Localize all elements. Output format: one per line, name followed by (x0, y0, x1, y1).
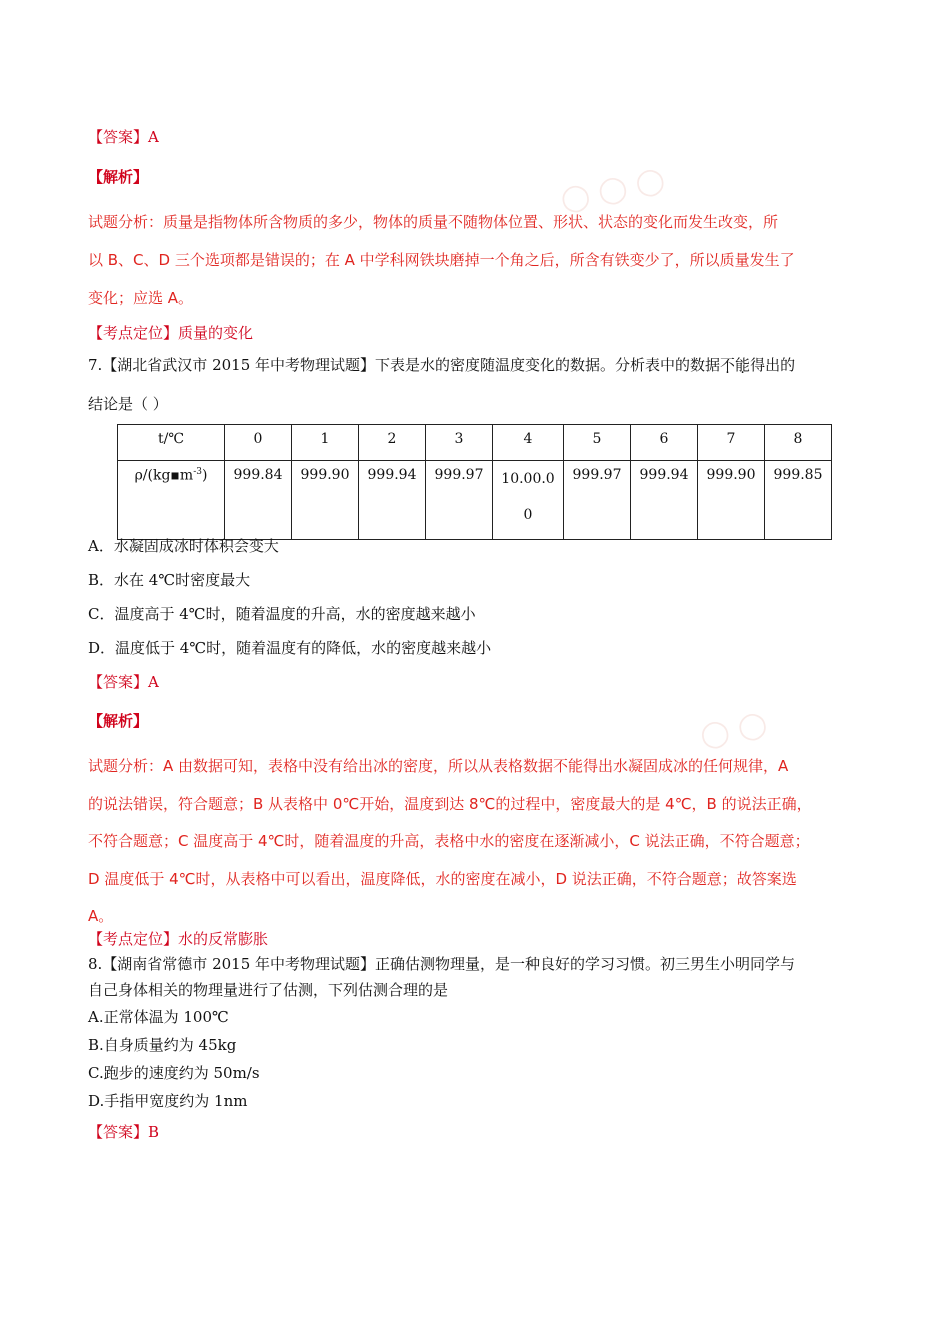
q8-stem: 8.【湖南省常德市 2015 年中考物理试题】正确估测物理量，是一种良好的学习习惯。初三男生小明同学与 (88, 955, 796, 973)
q6-analysis-tag: 【解析】 (88, 168, 149, 186)
density-table (117, 424, 832, 540)
q8-option-d: D.手指甲宽度约为 1nm (88, 1092, 248, 1110)
table-cell: 1 (292, 425, 359, 461)
q7-analysis: 试题分析：A 由数据可知，表格中没有给出冰的密度，所以从表格数据不能得出水凝固成冰的任何规律，A 的说法错误，符合题意；B 从表格中 0℃开始，温度到达 8℃的过程中，密度最大的是 4℃，B 的说法正确， 不符合题意；C 温度高于 4℃时，随着温度的升高，表格中水的密度在逐渐减小，C 说法正确，不符合题意； D 温度低于 4℃时，从表格中可以看出，温度降低，水的密度在减小，D 说法正确，不符合题意；故答案选 A。 (88, 757, 812, 925)
q8-option-a: A.正常体温为 100℃ (88, 1008, 229, 1026)
table-row (118, 425, 832, 461)
table-cell: 999.84 (225, 461, 292, 540)
table-cell: 999.85 (765, 461, 832, 540)
q7-stem: 7.【湖北省武汉市 2015 年中考物理试题】下表是水的密度随温度变化的数据。分析表中的数据不能得出的 (88, 356, 796, 374)
q6-analysis: 试题分析：质量是指物体所含物质的多少，物体的质量不随物体位置、形状、状态的变化而发生改变，所 以 B、C、D 三个选项都是错误的；在 A 中学科网铁块磨掉一个角之后，所含有铁变少了，所以质量发生了 变化；应选 A。 (88, 213, 795, 307)
table-cell: 7 (698, 425, 765, 461)
table-cell: 999.97 (564, 461, 631, 540)
table-cell: 6 (631, 425, 698, 461)
table-cell: 2 (359, 425, 426, 461)
table-cell: 10.00.0 0 (493, 461, 564, 540)
table-cell: 999.97 (426, 461, 493, 540)
table-cell: 8 (765, 425, 832, 461)
table-header-cell: $\rho/(kg▪m^{-3})$ (118, 461, 225, 540)
table-header-cell: t/℃ (118, 425, 225, 461)
table-cell: 3 (426, 425, 493, 461)
q8-option-b: B.自身质量约为 45kg (88, 1036, 237, 1054)
table-cell: 4 (493, 425, 564, 461)
q6-knowledge-point: 【考点定位】质量的变化 (88, 324, 254, 342)
table-row (118, 461, 832, 540)
watermark: ◯ ◯ ◯ (558, 164, 668, 216)
q7-option-a: A．水凝固成冰时体积会变大 (88, 537, 279, 555)
table-cell: 999.94 (359, 461, 426, 540)
q7-analysis-tag: 【解析】 (88, 712, 149, 730)
q7-option-c: C．温度高于 4℃时，随着温度的升高，水的密度越来越小 (88, 605, 476, 623)
q6-answer: 【答案】A (88, 128, 159, 146)
table-cell: 999.90 (292, 461, 359, 540)
q7-option-d: D．温度低于 4℃时，随着温度有的降低，水的密度越来越小 (88, 639, 492, 657)
q7-option-b: B．水在 4℃时密度最大 (88, 571, 251, 589)
table-cell: 999.90 (698, 461, 765, 540)
watermark: ◯ ◯ (697, 708, 770, 752)
q8-stem-cont: 自己身体相关的物理量进行了估测，下列估测合理的是 (88, 981, 449, 999)
q8-answer: 【答案】B (88, 1123, 160, 1141)
q7-knowledge-point: 【考点定位】水的反常膨胀 (88, 930, 269, 948)
q8-option-c: C.跑步的速度约为 50m/s (88, 1064, 260, 1082)
q7-answer: 【答案】A (88, 673, 159, 691)
table-cell: 0 (225, 425, 292, 461)
table-cell: 5 (564, 425, 631, 461)
q7-stem-cont: 结论是（ ） (88, 395, 168, 413)
table-cell: 999.94 (631, 461, 698, 540)
